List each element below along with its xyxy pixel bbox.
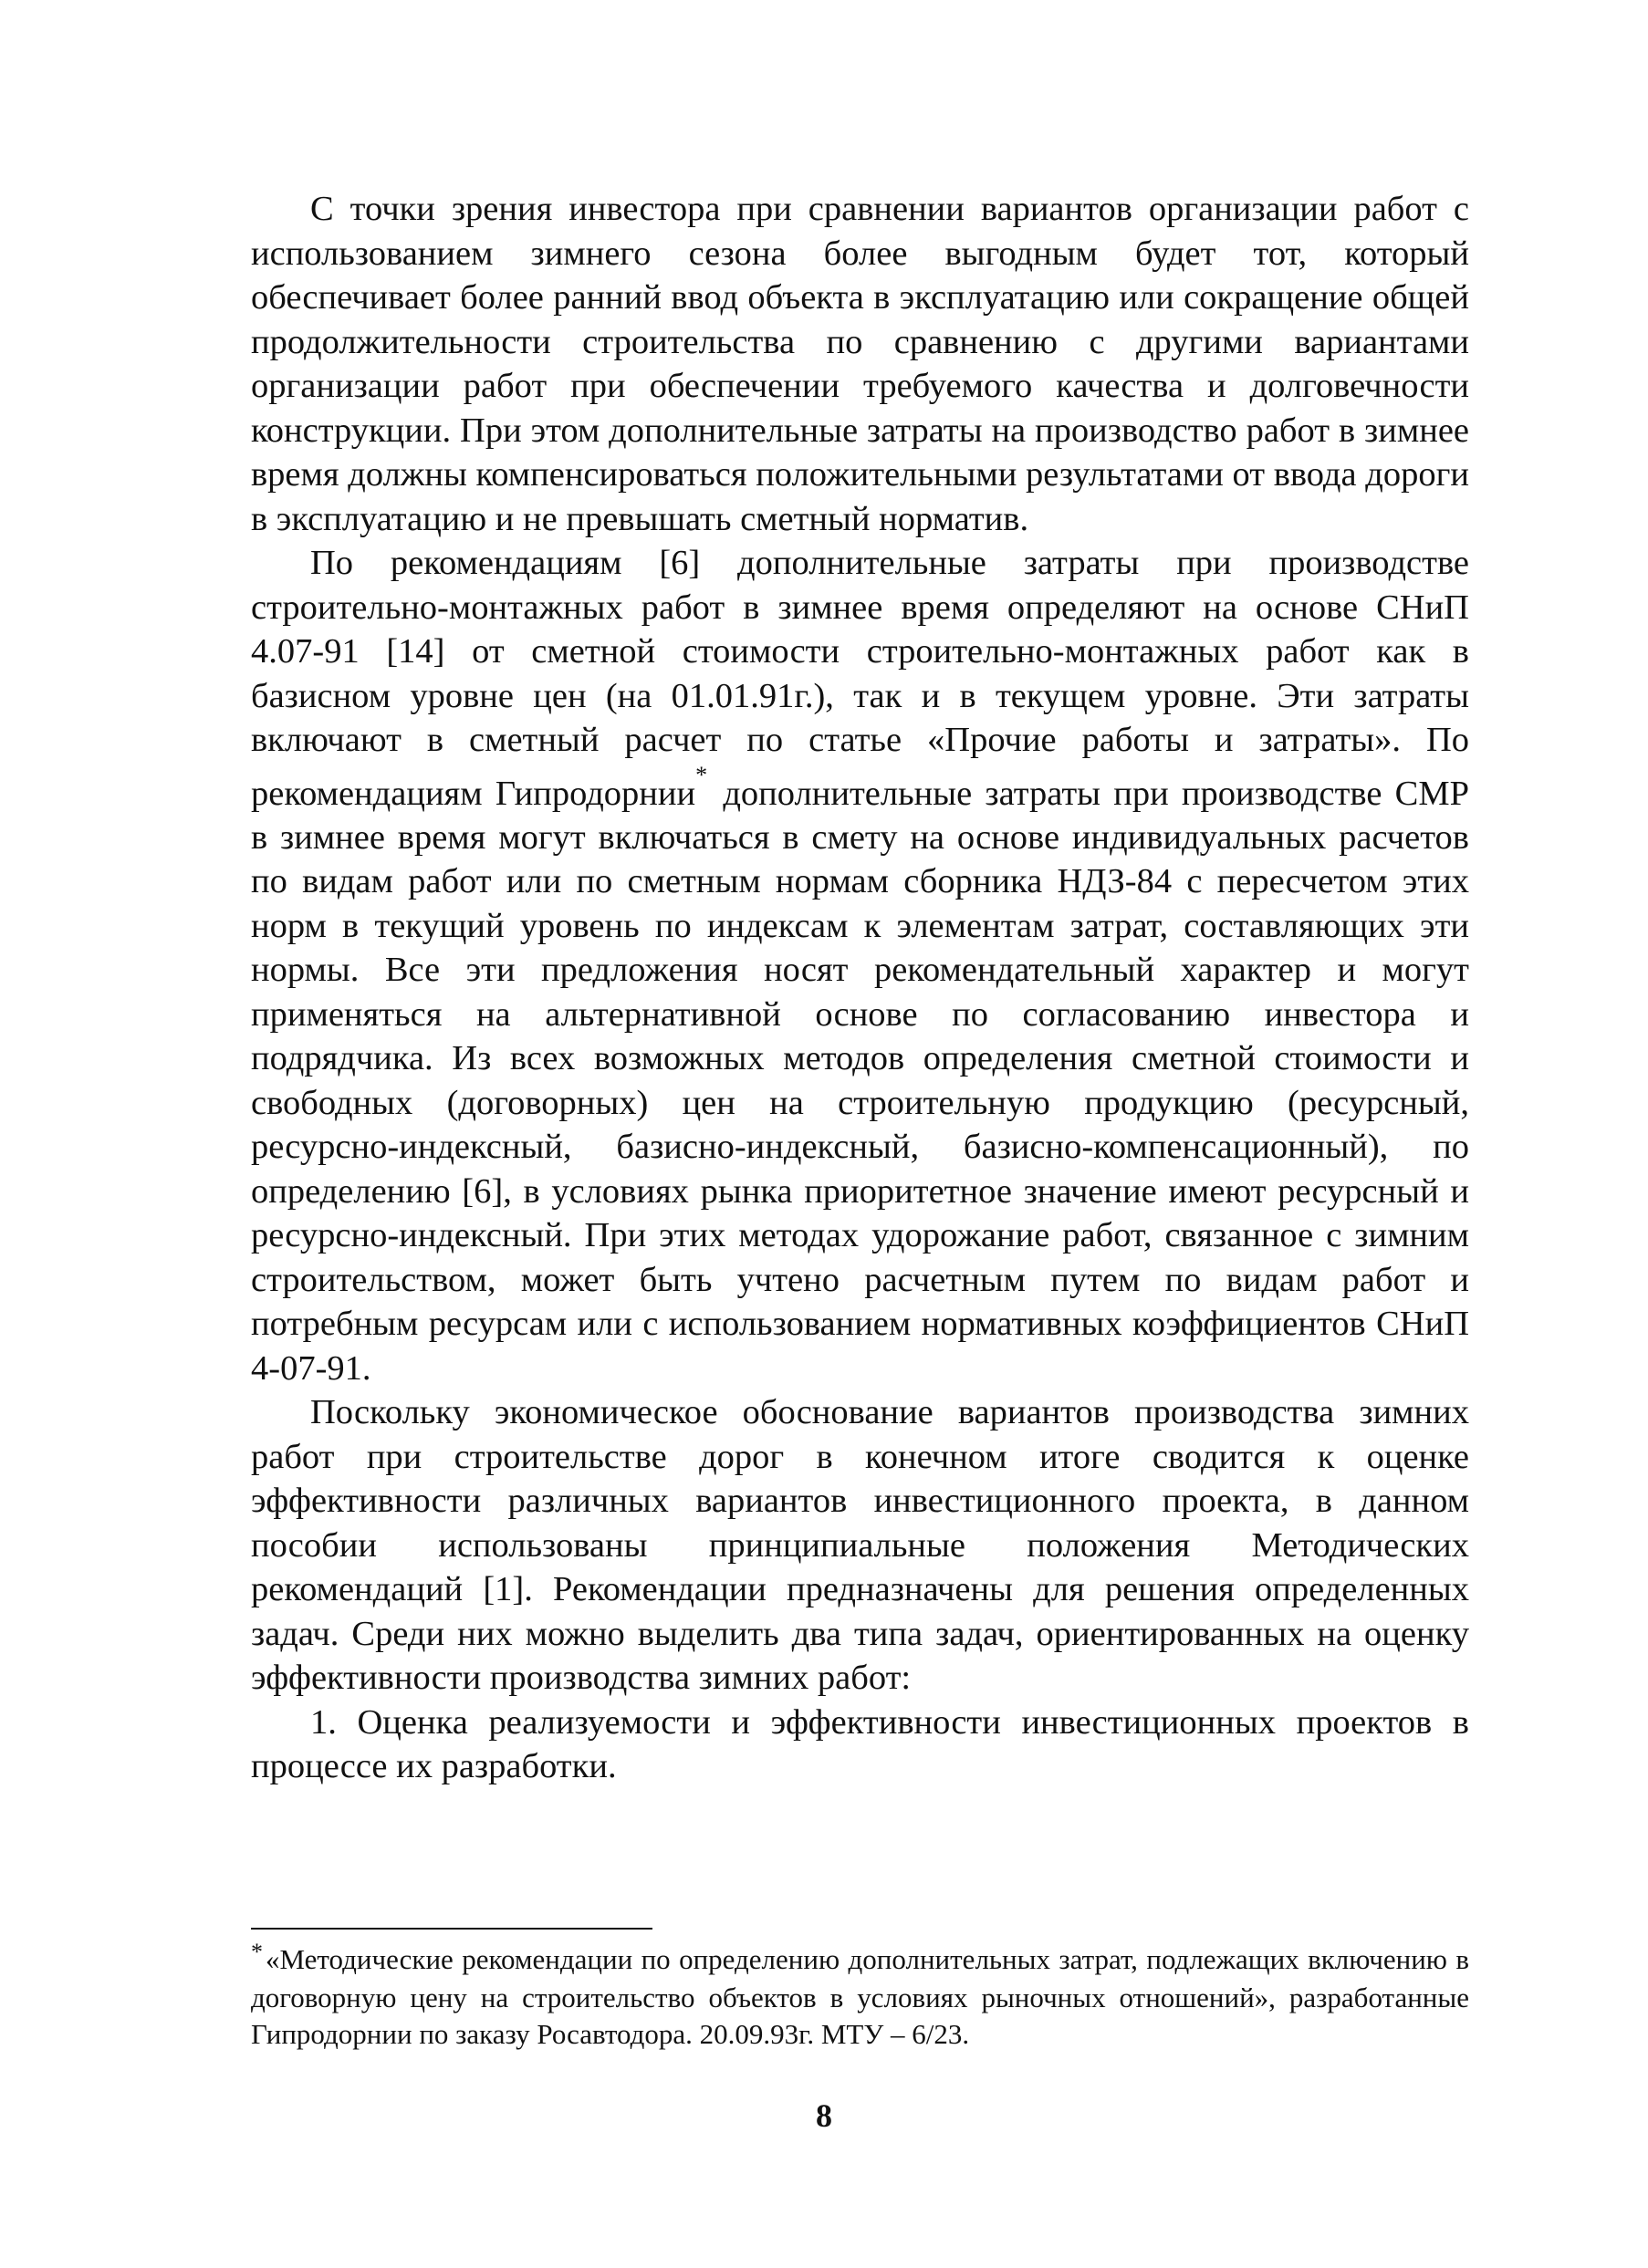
footnote-mark: * [251, 1939, 263, 1965]
footnote-text: «Методические рекомендации по определению дополнительных затрат, подлежащих включению в договорную цену на строительство объектов в условиях рыночных отношений», разработанные Гипродорнии по заказу Росавтодора. 20.09.93г. МТУ – 6/23. [251, 1943, 1469, 2050]
footnote-reference-mark: * [695, 761, 708, 788]
paragraph-2-text: По рекомендациям [6] дополнительные затраты при производстве строительно-монтажных работ в зимнее время определяют на основе СНиП 4.07-91 [14] от сметной стоимости строительно-монтажных работ как в базисном уровне цен (на 01.01.91г.), так и в текущем уровне. Эти затраты включают в сметный расчет по статье «Прочие работы и затраты». По рекомендациям Гипродорнии [251, 544, 1469, 813]
paragraph-1: С точки зрения инвестора при сравнении вариантов организации работ с использованием зимнего сезона более выгодным будет тот, который обеспечивает более ранний ввод объекта в эксплуатацию или сокращение общей продолжительности строительства по сравнению с другими вариантами организации работ при обеспечении требуемого качества и долговечности конструкции. При этом дополнительные затраты на производство работ в зимнее время должны компенсироваться положительными результатами от ввода дороги в эксплуатацию и не превышать сметный норматив. [251, 190, 1469, 538]
paragraph-2 [251, 541, 1469, 1390]
footnote-divider [251, 1928, 652, 1930]
page-number: 8 [816, 2097, 832, 2134]
paragraph-2-continuation: дополнительные затраты при производстве СМР в зимнее время могут включаться в смету на основе индивидуальных расчетов по видам работ или по сметным нормам сборника НДЗ-84 с пересчетом этих норм в текущий уровень по индексам к элементам затрат, составляющих эти нормы. Все эти предложения носят рекомендательный характер и могут применяться на альтернативной основе по согласованию инвестора и подрядчика. Из всех возможных методов определения сметной стоимости и свободных (договорных) цен на строительную продукцию (ресурсный, ресурсно-индексный, базисно-индексный, базисно-компенсационный), по определению [6], в условиях рынка приоритетное значение имеют ресурсный и ресурсно-индексный. При этих методах удорожание работ, связанное с зимним строительством, может быть учтено расчетным путем по видам работ и потребным ресурсам или с использованием нормативных коэффициентов СНиП 4-07-91. [251, 774, 1469, 1388]
paragraph-3: Поскольку экономическое обоснование вариантов производства зимних работ при строительстве дорог в конечном итоге сводится к оценке эффективности различных вариантов инвестиционного проекта, в данном пособии использованы принципиальные положения Методических рекомендаций [1]. Рекомендации предназначены для решения определенных задач. Среди них можно выделить два типа задач, ориентированных на оценку эффективности производства зимних работ: [251, 1393, 1469, 1698]
body-text [251, 187, 1469, 1789]
list-item-1: 1. Оценка реализуемости и эффективности инвестиционных проектов в процессе их разработки. [251, 1702, 1469, 1786]
footnote [251, 1941, 1469, 2053]
